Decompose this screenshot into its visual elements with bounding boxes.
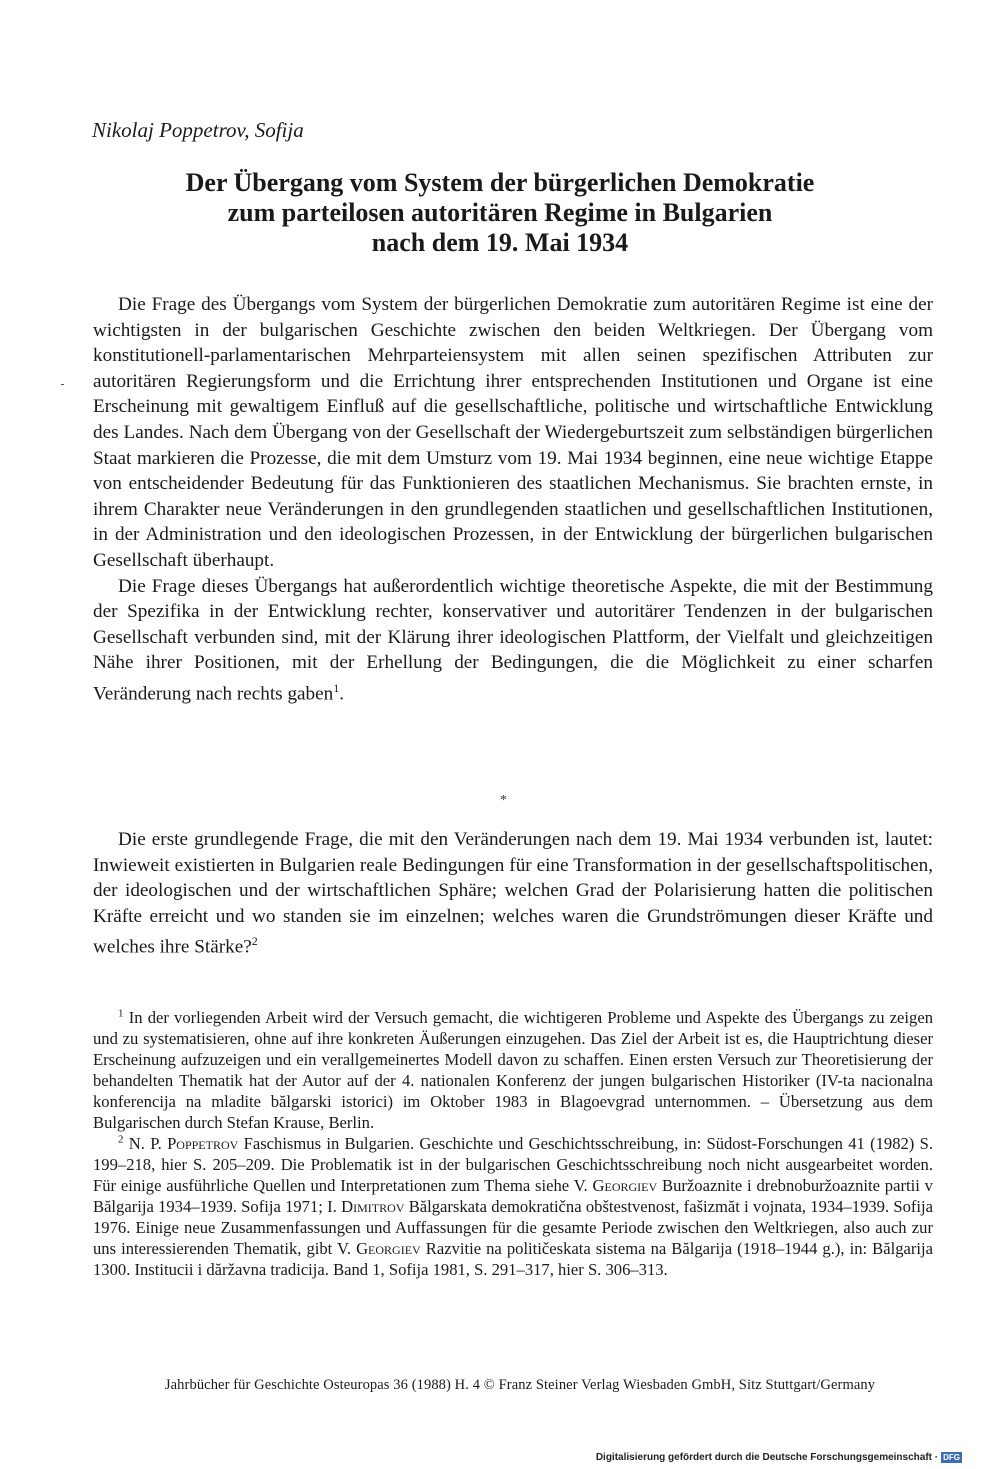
margin-mark: [61, 384, 64, 385]
footnote-1: [93, 1007, 933, 1133]
footnote-2-part-a: N. P.: [128, 1134, 162, 1153]
digitization-credit: [596, 1452, 962, 1463]
cited-author-name: Dimitrov: [341, 1197, 405, 1216]
footnote-2-part-c: Buržoaznite i drebnoburžoaznite partii v Bălgarija 1934–1939. Sofija 1971; I.: [93, 1176, 933, 1216]
footnote-ref-1: 1: [333, 680, 340, 695]
cited-author-name: Georgiev: [592, 1176, 658, 1195]
paragraph-3: [93, 827, 933, 960]
footnote-1-text: In der vorliegenden Arbeit wird der Versuch gemacht, die wichtigeren Probleme und Aspekte des Übergangs zu zeigen und zu systematisieren, ohne auf ihre konkreten Äußerungen einzugehen. Das Ziel der Arbeit ist es, die Hauptrichtung dieser Erscheinung aufzuzeigen und ein verallgemeinertes Modell davon zu schaffen. Einen ersten Versuch zur Theoretisierung der behandelten Thematik hat der Autor auf der 4. nationalen Konferenz der jungen bulgarischen Historiker (IV-ta nacionalna konferencija na mladite bălgarski istorici) im Oktober 1983 in Blagoevgrad unternommen. – Übersetzung aus dem Bulgarischen durch Stefan Krause, Berlin.: [93, 1008, 933, 1132]
body-section-1: [93, 292, 933, 707]
title-line-3: nach dem 19. Mai 1934: [371, 228, 629, 257]
paragraph-2: Die Frage dieses Übergangs hat außerordentlich wichtige theoretische Aspekte, die mit der Bestimmung der Spezifika in der Entwicklung rechter, konservativer und autoritärer Tendenzen in der bulgarischen Gesellschaft verbunden sind, mit der Klärung ihrer ideologischen Plattform, der Vielfalt und gleichzeitigen Nähe ihrer Positionen, mit der Erhellung der Bedingungen, die die Möglichkeit zu einer scharfen Veränderung nach rechts gaben$^1$.: [93, 575, 933, 705]
paragraph-2-text: Die Frage dieses Übergangs hat außerordentlich wichtige theoretische Aspekte, die mit der Bestimmung der Spezifika in der Entwicklung rechter, konservativer und autoritärer Tendenzen in der bulgarischen Gesellschaft verbunden sind, mit der Klärung ihrer ideologischen Plattform, der Vielfalt und gleichzeitigen Nähe ihrer Positionen, mit der Erhellung der Bedingungen, die die Möglichkeit zu einer scharfen Veränderung nach rechts gaben: [93, 575, 933, 705]
title-line-1: Der Übergang vom System der bürgerlichen Demokratie: [185, 168, 815, 197]
footnote-ref-2: 2: [251, 934, 258, 949]
section-separator: *: [500, 793, 507, 808]
footnote-2-part-b: Faschismus in Bulgarien. Geschichte und Geschichtsschreibung, in: Südost-Forschungen 41 (1982) S. 199–218, hier S. 205–209. Die Problematik ist in der bulgarischen Geschichtsschreibung noch nicht ausgearbeitet worden. Für einige ausführliche Quellen und Interpretationen zum Thema siehe V.: [93, 1134, 933, 1195]
paragraph-3-text: Die erste grundlegende Frage, die mit den Veränderungen nach dem 19. Mai 1934 verbunden ist, lautet: Inwieweit existierten in Bulgarien reale Bedingungen für eine Transformation in der gesellschaftspolitischen, der ideologischen und der wirtschaftlichen Sphäre; welchen Grad der Polarisierung hatten die politischen Kräfte erreicht und wo standen sie im einzelnen; welches waren die Grundströmungen dieser Kräfte und welches ihre Stärke?: [93, 829, 933, 958]
cited-author-name: Georgiev: [356, 1239, 421, 1258]
dfg-logo-icon: DFG: [943, 1453, 960, 1462]
footnote-2-part-e: Razvitie na političeskata sistema na Bălgarija (1918–1944 g.), in: Bălgarija 1300. Institucii i dăržavna tradicija. Band 1, Sofija 1981, S. 291–317, hier S. 306–313.: [93, 1239, 933, 1279]
article-title: [60, 168, 940, 258]
journal-footer: Jahrbücher für Geschichte Osteuropas 36 (1988) H. 4 © Franz Steiner Verlag Wiesbaden GmbH, Sitz Stuttgart/Germany: [164, 1377, 876, 1393]
footnote-2-mark: 2: [118, 1133, 124, 1146]
footnotes: [93, 1007, 933, 1280]
title-line-2: zum parteilosen autoritären Regime in Bulgarien: [227, 198, 773, 227]
credit-text: Digitalisierung gefördert durch die Deutsche Forschungsgemeinschaft ·: [595, 1452, 939, 1463]
footnote-2-part-d: Bălgarskata demokratična obštestvenost, fašizmăt i vojnata, 1934–1939. Sofija 1976. Einige neue Zusammenfassungen und Auffassungen für die gesamte Periode zwischen den Weltkriegen, also auch zur uns interessierenden Thematik, gibt V.: [93, 1197, 934, 1258]
cited-author-name: Poppetrov: [167, 1134, 239, 1153]
author-line: Nikolaj Poppetrov, Sofija: [92, 118, 304, 142]
paragraph-1: Die Frage des Übergangs vom System der bürgerlichen Demokratie zum autoritären Regime ist eine der wichtigsten in der bulgarischen Geschichte zwischen den beiden Weltkriegen. Der Übergang vom konstitutionell-parlamentarischen Mehrparteiensystem mit allen seinen spezifischen Attributen zur autoritären Regierungsform und die Errichtung ihrer entsprechenden Institutionen und Organe ist eine Erscheinung mit gewaltigem Einfluß auf die gesellschaftliche, politische und wirtschaftliche Entwicklung des Landes. Nach dem Übergang von der Gesellschaft der Wiedergeburtszeit zum selbständigen bürgerlichen Staat markieren die Prozesse, die mit dem Umsturz vom 19. Mai 1934 beginnen, eine neue wichtige Etappe von entscheidender Bedeutung für das Funktionieren des staatlichen Mechanismus. Sie brachten ernste, in ihrem Charakter neue Veränderungen in den grundlegenden staatlichen und gesellschaftlichen Institutionen, in der Administration und den ideologischen Prozessen, in der Entwicklung der bürgerlichen bulgarischen Gesellschaft überhaupt.: [93, 294, 933, 571]
footnote-1-mark: 1: [118, 1007, 124, 1020]
body-section-2: [93, 827, 933, 960]
footnote-2: [93, 1133, 933, 1280]
